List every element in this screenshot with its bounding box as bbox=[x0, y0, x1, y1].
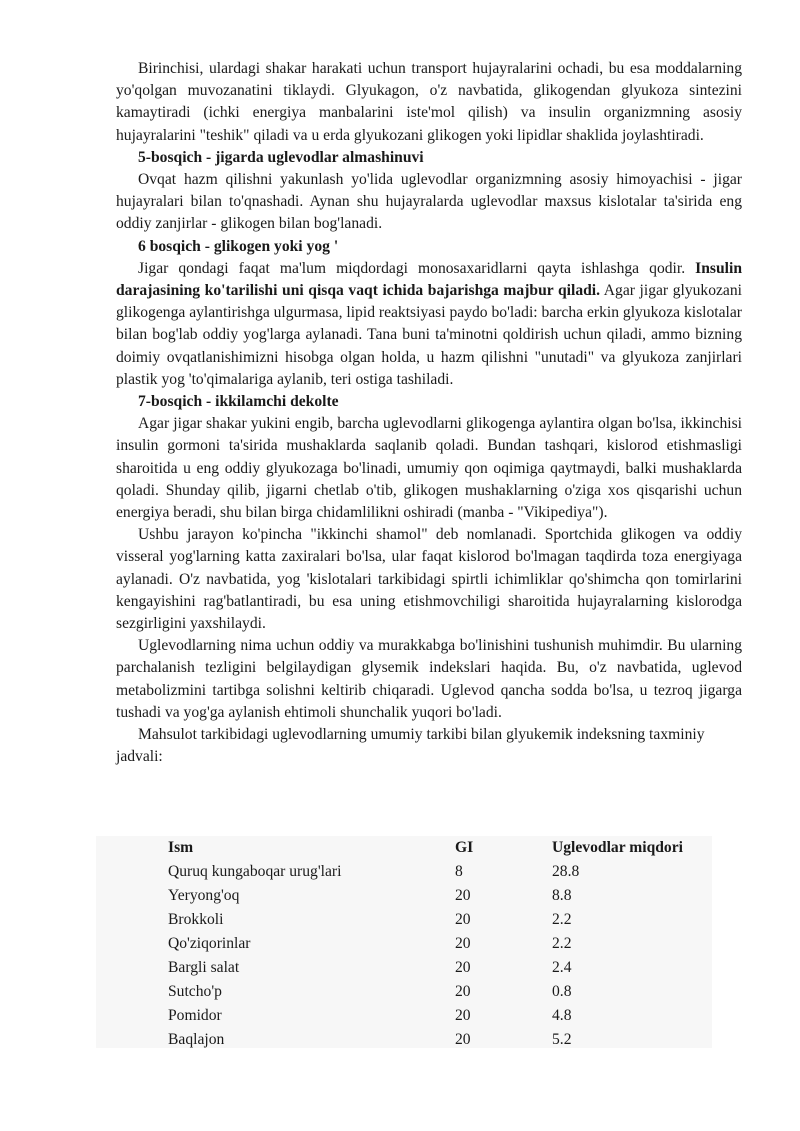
paragraph-table-intro: Mahsulot tarkibidagi uglevodlarning umumiy tarkibi bilan glyukemik indeksning taxminiy jadvali: bbox=[116, 726, 705, 766]
cell-carbs: 8.8 bbox=[552, 887, 572, 904]
cell-carbs: 5.2 bbox=[552, 1031, 572, 1048]
table-row bbox=[96, 932, 712, 956]
cell-gi: 20 bbox=[455, 911, 471, 928]
table-row bbox=[96, 1004, 712, 1028]
cell-name: Brokkoli bbox=[168, 911, 224, 928]
glycemic-index-table bbox=[96, 836, 712, 1048]
heading-stage-7: 7-bosqich - ikkilamchi dekolte bbox=[138, 393, 339, 411]
cell-carbs: 4.8 bbox=[552, 1007, 572, 1024]
cell-gi: 20 bbox=[455, 983, 471, 1000]
cell-gi: 20 bbox=[455, 1007, 471, 1024]
cell-name: Yeryong'oq bbox=[168, 887, 240, 904]
heading-stage-5: 5-bosqich - jigarda uglevodlar almashinuvi bbox=[138, 148, 424, 166]
cell-gi: 8 bbox=[455, 863, 463, 880]
header-name: Ism bbox=[168, 839, 194, 856]
cell-gi: 20 bbox=[455, 959, 471, 976]
cell-name: Pomidor bbox=[168, 1007, 222, 1024]
paragraph-stage-6-part-a: Jigar qondagi faqat ma'lum miqdordagi monosaxaridlarni qayta ishlashga qodir. bbox=[138, 259, 686, 277]
paragraph-glycemic-index: Uglevodlarning nima uchun oddiy va murakkabga bo'linishini tushunish muhimdir. Bu ularning parchalanish tezligini belgilaydigan glysemik indekslari haqida. Bu, o'z navbatida, uglevod metabolizmini tartibga solishni keltirib chiqaradi. Uglevod qancha sodda bo'lsa, u tezroq jigarga tushadi va yog'ga aylanish ehtimoli shunchalik yuqori bo'ladi. bbox=[116, 637, 742, 721]
cell-carbs: 28.8 bbox=[552, 863, 580, 880]
table-header-row bbox=[96, 836, 712, 860]
table-row bbox=[96, 908, 712, 932]
paragraph-stage-6 bbox=[116, 258, 742, 391]
table-row bbox=[96, 980, 712, 1004]
cell-carbs: 2.4 bbox=[552, 959, 572, 976]
cell-gi: 20 bbox=[455, 887, 471, 904]
cell-gi: 20 bbox=[455, 935, 471, 952]
cell-name: Bargli salat bbox=[168, 959, 240, 976]
paragraph-stage-6-part-c: Agar jigar glyukozani glikogenga aylantirishga ulgurmasa, lipid reaktsiyasi paydo bo'ladi: barcha erkin glyukoza kislotalar bilan bog'lab oddiy yog'larga aylanadi. Tana buni ta'minotni qoldirish uchun qiladi, ammo bizning doimiy ovqatlanishimizni hisobga olgan holda, u hazm qilishni "unutadi" va glyukoza zanjirlari plastik yog 'to'qimalariga aylanib, teri ostiga tashiladi. bbox=[116, 282, 742, 388]
cell-name: Quruq kungaboqar urug'lari bbox=[168, 863, 342, 880]
table-row bbox=[96, 956, 712, 980]
cell-name: Sutcho'p bbox=[168, 983, 222, 1000]
document-body bbox=[116, 58, 742, 769]
paragraph-stage-7: Agar jigar shakar yukini engib, barcha uglevodlarni glikogenga aylantira olgan bo'lsa, ikkinchisi insulin gormoni ta'sirida mushaklarda saqlanib qoladi. Bundan tashqari, kislorod etishmasligi sharoitida u eng oddiy glyukozaga bo'linadi, umumiy qon oqimiga qaytmaydi, balki mushaklarda qoladi. Shunday qilib, jigarni chetlab o'tib, glikogen mushaklarning o'ziga xos qisqarishi uchun energiya beradi, shu bilan birga chidamlilikni oshiradi (manba - "Vikipediya"). bbox=[116, 415, 742, 522]
cell-name: Qo'ziqorinlar bbox=[168, 935, 251, 952]
paragraph-insulin-glucagon: Birinchisi, ulardagi shakar harakati uchun transport hujayralarini ochadi, bu esa moddalarning yo'qolgan muvozanatini tiklaydi. Glyukagon, o'z navbatida, glikogendan glyukoza sintezini kamaytiradi (ichki energiya manbalarini iste'mol qilish) va insulin organizmning asosiy hujayralarini "teshik" qiladi va u erda glyukozani glikogen yoki lipidlar shaklida joylashtiradi. bbox=[116, 60, 742, 144]
cell-carbs: 2.2 bbox=[552, 911, 572, 928]
cell-carbs: 0.8 bbox=[552, 983, 572, 1000]
paragraph-stage-5: Ovqat hazm qilishni yakunlash yo'lida uglevodlar organizmning asosiy himoyachisi - jigar hujayralari bilan to'qnashadi. Aynan shu hujayralarda uglevodlar maxsus kislotalar ta'sirida eng oddiy zanjirlar - glikogen bilan bog'lanadi. bbox=[116, 171, 742, 233]
header-gi: GI bbox=[455, 839, 474, 856]
heading-stage-6: 6 bosqich - glikogen yoki yog ' bbox=[138, 237, 339, 255]
cell-name: Baqlajon bbox=[168, 1031, 225, 1048]
cell-gi: 20 bbox=[455, 1031, 471, 1048]
table-row bbox=[96, 860, 712, 884]
table-row bbox=[96, 884, 712, 908]
paragraph-second-wind: Ushbu jarayon ko'pincha "ikkinchi shamol" deb nomlanadi. Sportchida glikogen va oddiy visseral yog'larning katta zaxiralari bo'lsa, ular faqat kislorod bo'lmagan taqdirda toza energiyaga aylanadi. O'z navbatida, yog 'kislotalari tarkibidagi spirtli ichimliklar qo'shimcha qon tomirlarini kengayishini rag'batlantiradi, bu esa uning etishmovchiligi sharoitida hujayralarning kislorodga sezgirligini yaxshilaydi. bbox=[116, 526, 742, 633]
table-row bbox=[96, 1028, 712, 1052]
cell-carbs: 2.2 bbox=[552, 935, 572, 952]
paragraph-stage-6-bold: Insulin darajasining ko'tarilishi uni qisqa vaqt ichida bajarishga majbur qiladi. bbox=[116, 259, 742, 300]
header-carbs: Uglevodlar miqdori bbox=[552, 839, 683, 856]
